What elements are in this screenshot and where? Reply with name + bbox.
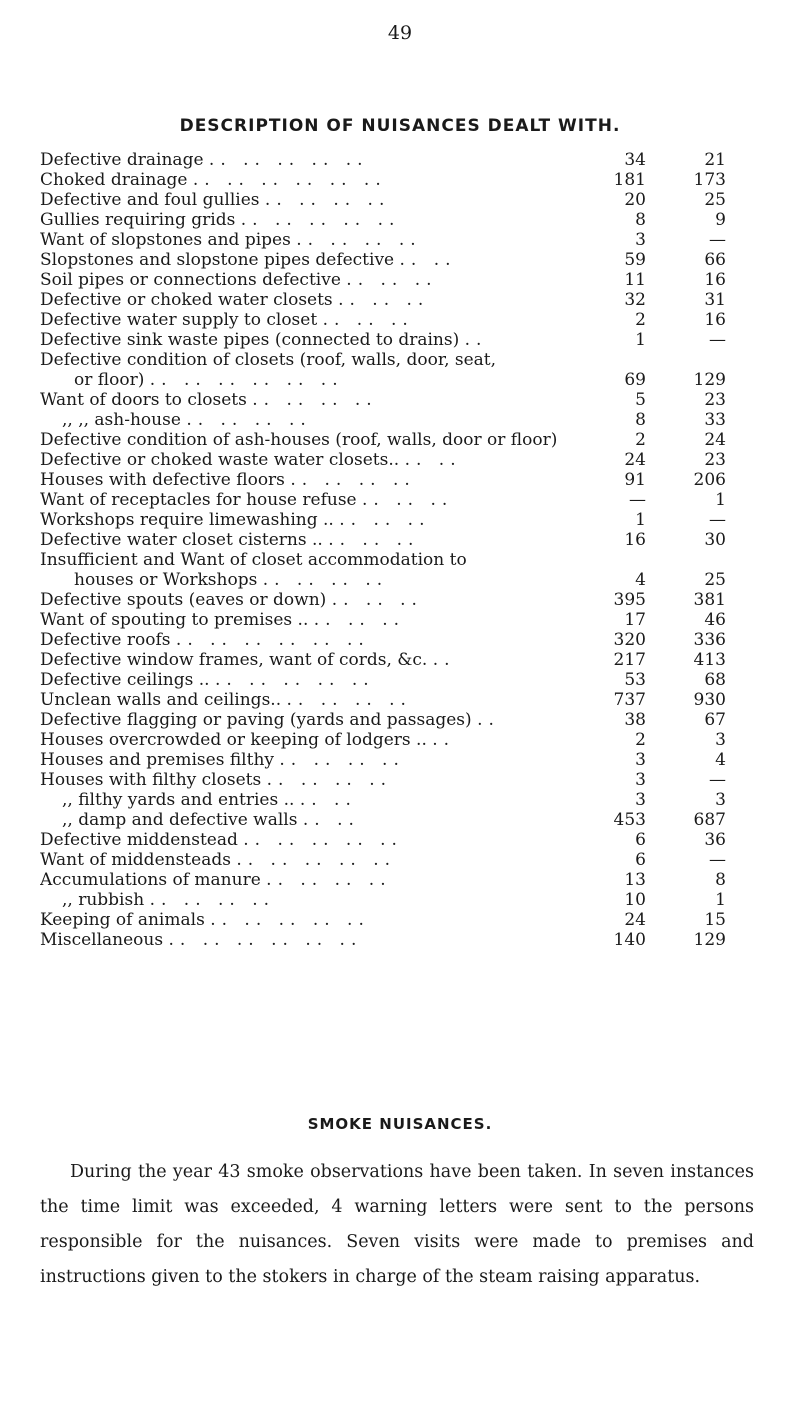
row-label: Defective condition of closets (roof, walls, door, seat, or floor) .. .. .. .. .. ..	[40, 350, 497, 390]
row-value-col2: 36	[704, 830, 726, 850]
row-value-col2: —	[709, 330, 726, 350]
table-row	[40, 690, 752, 710]
table-row	[40, 210, 752, 230]
table-row	[40, 730, 752, 750]
row-value-col1: 217	[613, 650, 646, 670]
row-value-col2: 9	[715, 210, 726, 230]
row-label: Defective ceilings .. .. .. .. .. ..	[40, 670, 375, 690]
row-label: Defective and foul gullies .. .. .. ..	[40, 190, 391, 210]
row-value-col1: 6	[635, 850, 646, 870]
row-value-col2: 25	[704, 190, 726, 210]
row-value-col2: 68	[704, 670, 726, 690]
row-label: Keeping of animals .. .. .. .. ..	[40, 910, 370, 930]
row-value-col1: 10	[624, 890, 646, 910]
row-value-col1: 8	[635, 410, 646, 430]
row-label: Want of doors to closets .. .. .. ..	[40, 390, 378, 410]
row-value-col1: 4	[635, 570, 646, 590]
table-row	[40, 610, 752, 630]
table-row	[40, 750, 752, 770]
row-value-col2: 30	[704, 530, 726, 550]
row-label: Want of slopstones and pipes .. .. .. ..	[40, 230, 422, 250]
row-value-col1: 16	[624, 530, 646, 550]
row-value-col2: 336	[693, 630, 726, 650]
row-label: Houses and premises filthy .. .. .. ..	[40, 750, 405, 770]
table-row	[40, 550, 752, 590]
row-value-col2: 66	[704, 250, 726, 270]
table-row	[40, 430, 752, 450]
row-value-col2: 23	[704, 390, 726, 410]
table-row	[40, 530, 752, 550]
row-value-col2: 173	[693, 170, 726, 190]
row-label: Defective condition of ash-houses (roof, walls, door or floor)	[40, 430, 558, 450]
table-row	[40, 830, 752, 850]
row-label: Houses overcrowded or keeping of lodgers .. ..	[40, 730, 456, 750]
row-value-col2: 46	[704, 610, 726, 630]
row-value-col1: 320	[613, 630, 646, 650]
row-value-col1: 91	[624, 470, 646, 490]
row-value-col2: —	[709, 770, 726, 790]
row-label: ,, filthy yards and entries .. .. ..	[62, 790, 357, 810]
row-value-col2: 33	[704, 410, 726, 430]
row-label: Defective or choked water closets .. .. ..	[40, 290, 430, 310]
table-row	[40, 470, 752, 490]
row-value-col2: 16	[704, 310, 726, 330]
row-label: Want of middensteads .. .. .. .. ..	[40, 850, 396, 870]
row-label: Defective water supply to closet .. .. ..	[40, 310, 414, 330]
row-value-col2: 15	[704, 910, 726, 930]
row-label: Defective drainage .. .. .. .. ..	[40, 150, 369, 170]
row-value-col1: 395	[613, 590, 646, 610]
row-value-col2: 8	[715, 870, 726, 890]
row-value-col1: 6	[635, 830, 646, 850]
row-value-col1: 34	[624, 150, 646, 170]
table-row	[40, 230, 752, 250]
row-value-col1: 13	[624, 870, 646, 890]
row-value-col2: 24	[704, 430, 726, 450]
row-value-col1: 69	[624, 370, 646, 390]
table-row	[40, 330, 752, 350]
row-label: ,, ,, ash-house .. .. .. ..	[62, 410, 312, 430]
table-row	[40, 810, 752, 830]
table-row	[40, 670, 752, 690]
row-value-col2: —	[709, 230, 726, 250]
table-row	[40, 270, 752, 290]
row-label: Defective or choked waste water closets.. .. ..	[40, 450, 462, 470]
row-value-col2: 1	[715, 890, 726, 910]
row-value-col2: 23	[704, 450, 726, 470]
row-label: Gullies requiring grids .. .. .. .. ..	[40, 210, 401, 230]
table-row	[40, 850, 752, 870]
row-label: Want of receptacles for house refuse .. .. ..	[40, 490, 454, 510]
row-value-col2: —	[709, 850, 726, 870]
row-label: Houses with defective floors .. .. .. ..	[40, 470, 416, 490]
row-label: Defective spouts (eaves or down) .. .. ..	[40, 590, 423, 610]
table-row	[40, 170, 752, 190]
table-row	[40, 650, 752, 670]
row-value-col2: 4	[715, 750, 726, 770]
table-row	[40, 790, 752, 810]
row-label: ,, damp and defective walls .. ..	[62, 810, 360, 830]
row-value-col2: 31	[704, 290, 726, 310]
row-value-col1: 53	[624, 670, 646, 690]
smoke-heading: SMOKE NUISANCES.	[307, 1115, 493, 1133]
table-row	[40, 890, 752, 910]
row-value-col1: 3	[635, 230, 646, 250]
row-label: Slopstones and slopstone pipes defective .. ..	[40, 250, 457, 270]
table-row	[40, 390, 752, 410]
row-label: Houses with filthy closets .. .. .. ..	[40, 770, 393, 790]
row-value-col2: 129	[693, 930, 726, 950]
row-value-col1: 20	[624, 190, 646, 210]
table-row	[40, 630, 752, 650]
table-row	[40, 930, 752, 950]
row-value-col2: —	[709, 510, 726, 530]
row-label: Miscellaneous .. .. .. .. .. ..	[40, 930, 363, 950]
row-value-col1: 17	[624, 610, 646, 630]
row-value-col1: —	[629, 490, 646, 510]
row-value-col1: 59	[624, 250, 646, 270]
row-value-col2: 129	[693, 370, 726, 390]
row-label: Soil pipes or connections defective .. .. ..	[40, 270, 438, 290]
row-value-col2: 3	[715, 730, 726, 750]
row-value-col1: 453	[613, 810, 646, 830]
table-row	[40, 770, 752, 790]
table-row	[40, 450, 752, 470]
table-row	[40, 250, 752, 270]
row-value-col1: 24	[624, 450, 646, 470]
table-row	[40, 350, 752, 390]
table-row	[40, 490, 752, 510]
row-value-col1: 2	[635, 730, 646, 750]
row-label: Accumulations of manure .. .. .. ..	[40, 870, 392, 890]
table-row	[40, 590, 752, 610]
row-value-col1: 8	[635, 210, 646, 230]
row-value-col1: 38	[624, 710, 646, 730]
row-label: Defective water closet cisterns .. .. .. ..	[40, 530, 420, 550]
table-row	[40, 190, 752, 210]
row-value-col2: 930	[693, 690, 726, 710]
row-value-col1: 1	[635, 330, 646, 350]
row-value-col1: 737	[613, 690, 646, 710]
row-label: Defective sink waste pipes (connected to drains) ..	[40, 330, 488, 350]
row-label: Want of spouting to premises .. .. .. ..	[40, 610, 405, 630]
row-label: Workshops require limewashing .. .. .. ..	[40, 510, 431, 530]
table-row	[40, 150, 752, 170]
row-value-col1: 1	[635, 510, 646, 530]
row-value-col1: 32	[624, 290, 646, 310]
row-value-col1: 3	[635, 770, 646, 790]
table-row	[40, 310, 752, 330]
table-row	[40, 410, 752, 430]
row-value-col2: 1	[715, 490, 726, 510]
row-label: ,, rubbish .. .. .. ..	[62, 890, 276, 910]
row-value-col2: 67	[704, 710, 726, 730]
row-value-col2: 25	[704, 570, 726, 590]
nuisances-table	[40, 150, 752, 950]
row-value-col2: 16	[704, 270, 726, 290]
row-value-col2: 413	[693, 650, 726, 670]
row-value-col1: 2	[635, 310, 646, 330]
table-row	[40, 510, 752, 530]
table-row	[40, 290, 752, 310]
row-label: Insufficient and Want of closet accommodation to houses or Workshops .. .. .. ..	[40, 550, 467, 590]
row-value-col1: 3	[635, 790, 646, 810]
row-value-col2: 206	[693, 470, 726, 490]
row-value-col2: 687	[693, 810, 726, 830]
row-value-col1: 2	[635, 430, 646, 450]
row-value-col1: 3	[635, 750, 646, 770]
row-value-col1: 140	[613, 930, 646, 950]
row-label: Unclean walls and ceilings.. .. .. .. ..	[40, 690, 412, 710]
row-label: Choked drainage .. .. .. .. .. ..	[40, 170, 387, 190]
row-label: Defective roofs .. .. .. .. .. ..	[40, 630, 370, 650]
page-number: 49	[387, 22, 413, 44]
row-value-col2: 3	[715, 790, 726, 810]
table-row	[40, 710, 752, 730]
table-row	[40, 910, 752, 930]
row-label: Defective middenstead .. .. .. .. ..	[40, 830, 403, 850]
row-value-col1: 24	[624, 910, 646, 930]
table-row	[40, 870, 752, 890]
row-label: Defective flagging or paving (yards and passages) ..	[40, 710, 500, 730]
row-value-col1: 5	[635, 390, 646, 410]
row-value-col2: 21	[704, 150, 726, 170]
section-heading: DESCRIPTION OF NUISANCES DEALT WITH.	[179, 116, 621, 136]
row-value-col1: 181	[613, 170, 646, 190]
row-value-col2: 381	[693, 590, 726, 610]
row-label: Defective window frames, want of cords, &c. ..	[40, 650, 456, 670]
smoke-paragraph: During the year 43 smoke observations have been taken. In seven instances the time limit was exceeded, 4 warning letters were sent to the persons responsible for the nuisances. Seven visits were made to premises and instructions given to the stokers in charge of the steam raising apparatus.	[40, 1162, 754, 1287]
row-value-col1: 11	[624, 270, 646, 290]
